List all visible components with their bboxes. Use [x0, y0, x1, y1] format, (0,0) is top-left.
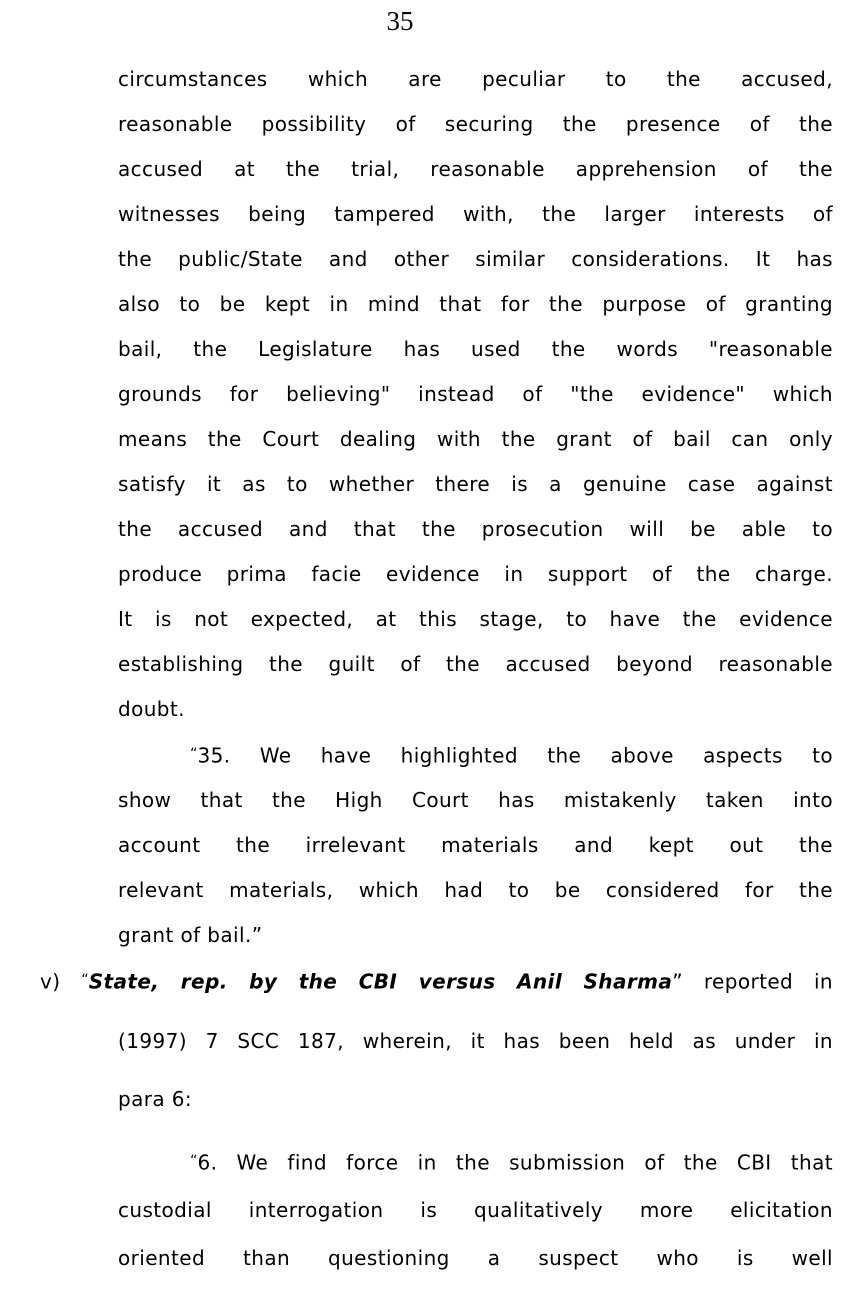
text-line: produce prima facie evidence in support of the charge.	[118, 562, 833, 586]
text-line: bail, the Legislature has used the words "reasonable	[118, 337, 833, 361]
text-line: “6. We find force in the submission of the CBI that	[190, 1149, 833, 1174]
text-line: custodial interrogation is qualitatively more elicitation	[118, 1197, 833, 1222]
text-line: accused at the trial, reasonable apprehension of the	[118, 157, 833, 181]
text-line: show that the High Court has mistakenly taken into	[118, 788, 833, 813]
item-v-marker: v)	[40, 969, 82, 994]
text-line: grounds for believing" instead of "the evidence" which	[118, 382, 833, 406]
opening-quote: “	[190, 1152, 198, 1169]
quoted-paragraph-35	[118, 732, 833, 958]
text-line: oriented than questioning a suspect who is well	[118, 1245, 833, 1270]
text-line: reasonable possibility of securing the presence of the	[118, 112, 833, 136]
text-line: also to be kept in mind that for the purpose of granting	[118, 292, 833, 316]
text-line: circumstances which are peculiar to the accused,	[118, 67, 833, 91]
citation-details	[118, 1012, 833, 1128]
quoted-paragraph-6	[118, 1137, 833, 1282]
paragraph-bail-considerations	[118, 57, 833, 732]
text-line: satisfy it as to whether there is a genuine case against	[118, 472, 833, 496]
text-line: establishing the guilt of the accused beyond reasonable	[118, 652, 833, 676]
list-item-v	[40, 958, 833, 1004]
text-line: means the Court dealing with the grant of bail can only	[118, 427, 833, 451]
text-line: para 6:	[118, 1086, 193, 1111]
closing-quote: ”	[672, 969, 684, 994]
opening-quote: “	[81, 972, 89, 989]
text-line: the public/State and other similar considerations. It has	[118, 247, 833, 271]
text-line: relevant materials, which had to be considered for the	[118, 878, 833, 903]
page-number: 35	[386, 6, 414, 36]
text-line: doubt.	[118, 697, 185, 721]
opening-quote: “	[190, 746, 198, 762]
case-citation-name: State, rep. by the CBI versus Anil Sharma	[88, 969, 673, 994]
text-line: (1997) 7 SCC 187, wherein, it has been held as under in	[118, 1028, 833, 1053]
item-v-suffix: reported in	[683, 969, 833, 994]
text-line: grant of bail.”	[118, 923, 263, 948]
text-line: “35. We have highlighted the above aspects to	[190, 743, 833, 768]
text-line: the accused and that the prosecution will be able to	[118, 517, 833, 541]
text-line: account the irrelevant materials and kept out the	[118, 833, 833, 858]
text-line: It is not expected, at this stage, to have the evidence	[118, 607, 833, 631]
text-line: witnesses being tampered with, the larger interests of	[118, 202, 833, 226]
